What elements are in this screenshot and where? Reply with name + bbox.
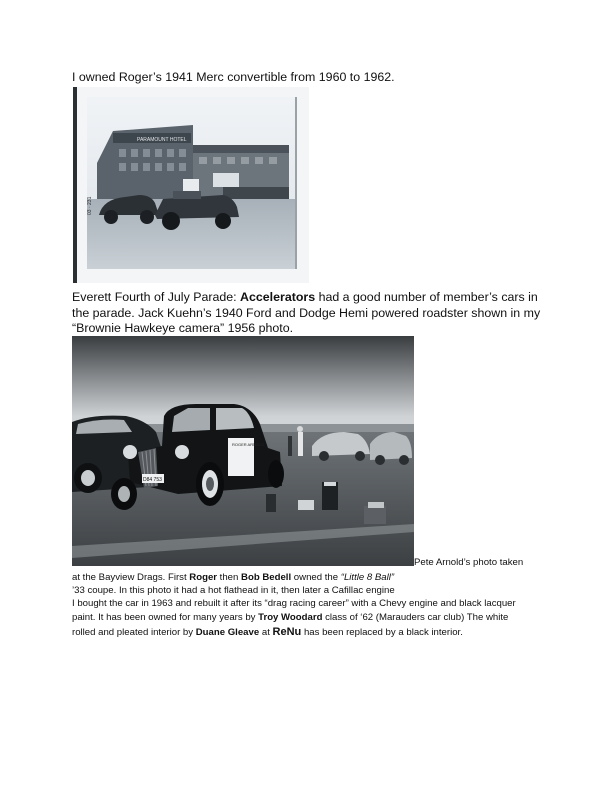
parade-photo [73, 87, 309, 283]
drags-paragraph-line2: ’33 coupe. In this photo it had a hot flathead in it, then later a Cafillac engine [72, 585, 395, 596]
drags-paragraph-line4: paint. It has been owned for many years by Troy Woodard class of ‘62 (Marauders car club) The white [72, 612, 509, 623]
parade-paragraph-line3: “Brownie Hawkeye camera” 1956 photo. [72, 321, 294, 335]
print-side-number: 03 · 231 [87, 196, 93, 215]
car-name: “Little 8 Ball” [340, 572, 395, 583]
club-name: Accelerators [240, 290, 316, 304]
parade-paragraph-line2: the parade. Jack Kuehn’s 1940 Ford and Dodge Hemi powered roadster shown in my [72, 306, 541, 320]
building-sign: PARAMOUNT HOTEL [137, 137, 187, 143]
door-sign: ROGER ARNOLD [232, 442, 265, 447]
intro-text: I owned Roger’s 1941 Merc convertible from 1960 to 1962. [72, 70, 395, 84]
drags-paragraph-line3: I bought the car in 1963 and rebuilt it after its “drag racing career” with a Chevy engine and black lacquer [72, 598, 516, 609]
drags-paragraph-line1: at the Bayview Drags. First Roger then Bob Bedell owned the “Little 8 Ball” [72, 572, 395, 583]
license-plate: D84 753 [143, 477, 162, 483]
drags-paragraph-line5: rolled and pleated interior by Duane Gleave at ReNu has been replaced by a black interior. [72, 626, 463, 638]
photo-credit: Pete Arnold’s photo taken [414, 557, 524, 568]
parade-paragraph-line1: Everett Fourth of July Parade: Accelerators had a good number of member’s cars in [72, 290, 538, 304]
drags-photo [72, 336, 414, 566]
